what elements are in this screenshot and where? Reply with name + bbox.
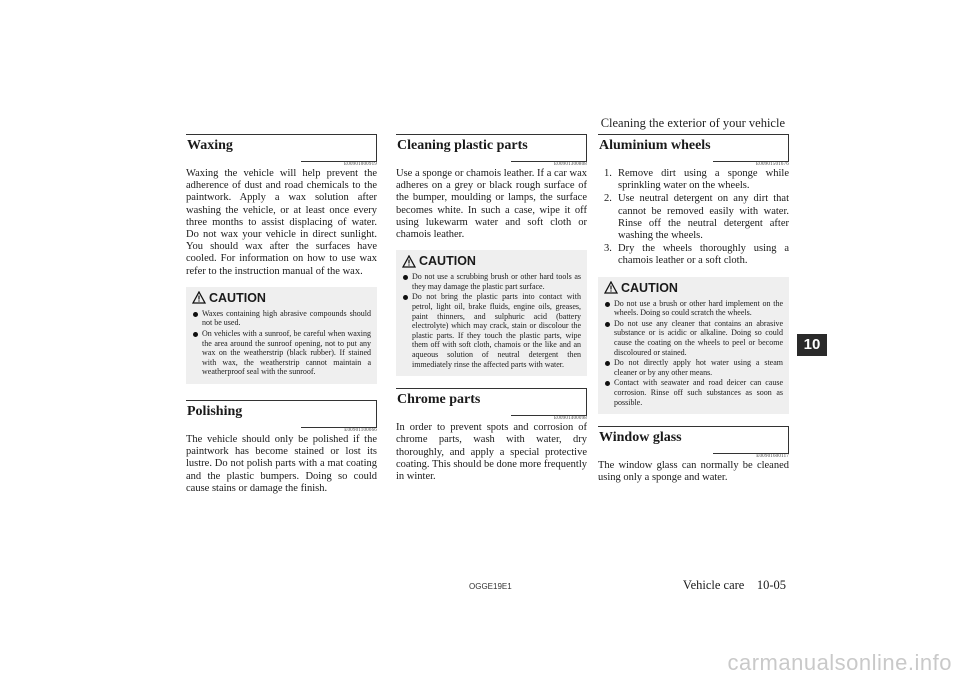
caution-item: Do not directly apply hot water using a steam cleaner or by any other means.: [604, 358, 783, 377]
section-code: E00901100066: [344, 427, 377, 433]
caution-header: [192, 291, 371, 305]
section-title-text: Polishing: [187, 403, 243, 419]
document-code: OGGE19E1: [469, 582, 512, 591]
section-title-text: Waxing: [187, 138, 233, 153]
chrome-text: In order to prevent spots and corrosion of chrome parts, wash with water, dry thoroughly, and apply a special protective coating. This should be done more frequently in winter.: [396, 422, 587, 482]
column-2: [396, 134, 587, 483]
section-title-chrome: [396, 388, 587, 415]
step-number: 2.: [604, 193, 612, 205]
step-item: [598, 193, 789, 242]
section-title-text: Window glass: [599, 430, 682, 446]
column-1: [186, 134, 377, 495]
caution-box-aluminium: [598, 277, 789, 415]
step-text: Dry the wheels thoroughly using a chamois leather or a soft cloth.: [618, 243, 789, 267]
step-number: 1.: [604, 168, 612, 179]
caution-item: Do not bring the plastic parts into contact with petrol, light oil, brake fluids, engine oils, greases, paint thinners, and sulphuric acid (battery electrolyte) which may crack, stain or discolour the plastic parts. If they touch the plastic parts, wipe them off with soft cloth, chamois or the like and an aqueous solution of neutral detergent then immediately rinse the affected parts with water.: [402, 292, 581, 369]
plastic-text: Use a sponge or chamois leather. If a car wax adheres on a grey or black rough surface of the bumper, moulding or lamps, the surface becomes white. In such a case, wipe it off using lukewarm water and soft cloth or chamois leather.: [396, 168, 587, 241]
step-item: [598, 168, 789, 192]
caution-header: [604, 281, 783, 295]
caution-item: Contact with seawater and road deicer can cause corrosion. Rinse off such substances as soon as possible.: [604, 378, 783, 407]
caution-header: [402, 254, 581, 268]
caution-item: Do not use any cleaner that contains an abrasive substance or is acidic or alkaline. Doing so could cause the coating on the wheels to peel or become discoloured or stained.: [604, 319, 783, 357]
step-text: Remove dirt using a sponge while sprinkling water on the wheels.: [618, 168, 789, 192]
step-number: 3.: [604, 243, 612, 255]
section-code: E00901400098: [554, 416, 587, 422]
section-title-text: Cleaning plastic parts: [397, 138, 528, 153]
section-title-waxing: [186, 134, 377, 161]
section-title-text: Chrome parts: [397, 392, 481, 408]
polishing-text: The vehicle should only be polished if the paintwork has become stained or lost its lustre. Do not polish parts with a mat coating and the plastic bumpers. Doing so could cause stains or damage the finish.: [186, 433, 377, 494]
watermark: carmanualsonline.info: [727, 650, 952, 675]
step-text: Use neutral detergent on any dirt that cannot be removed easily with water. Rinse off the neutral detergent after washing the wheels.: [618, 193, 789, 242]
page-header-title: Cleaning the exterior of your vehicle: [600, 116, 785, 130]
caution-label: CAUTION: [621, 280, 678, 295]
waxing-text: Waxing the vehicle will help prevent the adherence of dust and road chemicals to the paintwork. Apply a wax solution after washing the vehicle, or at least once every three months to assist displacing of water. Do not wax your vehicle in direct sunlight. You should wax after the surfaces have cooled. For information on how to use wax refer to the instruction manual of the wax.: [186, 168, 377, 277]
step-item: [598, 243, 789, 267]
caution-box-plastic: [396, 250, 587, 376]
column-3: [598, 134, 789, 485]
caution-item: Waxes containing high abrasive compounds should not be used.: [192, 309, 371, 328]
window-text: The window glass can normally be cleaned using only a sponge and water.: [598, 460, 789, 484]
caution-box-waxing: [186, 287, 377, 384]
caution-label: CAUTION: [209, 290, 266, 305]
section-title-window: [598, 426, 789, 453]
section-title-text: Aluminium wheels: [599, 138, 711, 153]
caution-label: CAUTION: [419, 254, 476, 269]
page-number: Vehicle care 10-05: [682, 578, 786, 592]
caution-item: On vehicles with a sunroof, be careful when waxing the area around the sunroof opening, not to put any wax on the weatherstrip (black rubber). If stained with wax, the weatherstrip cannot maintain a weatherproof seal with the sunroof.: [192, 329, 371, 377]
section-code: E00901000919: [344, 162, 377, 167]
warning-triangle-icon: [604, 281, 618, 294]
chapter-tab: 10: [797, 334, 827, 356]
section-title-aluminium: [598, 134, 789, 161]
warning-triangle-icon: [402, 255, 416, 268]
section-title-plastic: [396, 134, 587, 161]
caution-item: Do not use a brush or other hard implement on the wheels. Doing so could scratch the wheels.: [604, 299, 783, 318]
section-title-polishing: [186, 400, 377, 427]
section-code: E00901501676: [756, 162, 789, 167]
section-code: E00901600117: [756, 454, 789, 460]
caution-item: Do not use a scrubbing brush or other hard tools as they may damage the plastic part surface.: [402, 272, 581, 291]
warning-triangle-icon: [192, 291, 206, 304]
section-code: E00901300808: [554, 162, 587, 167]
